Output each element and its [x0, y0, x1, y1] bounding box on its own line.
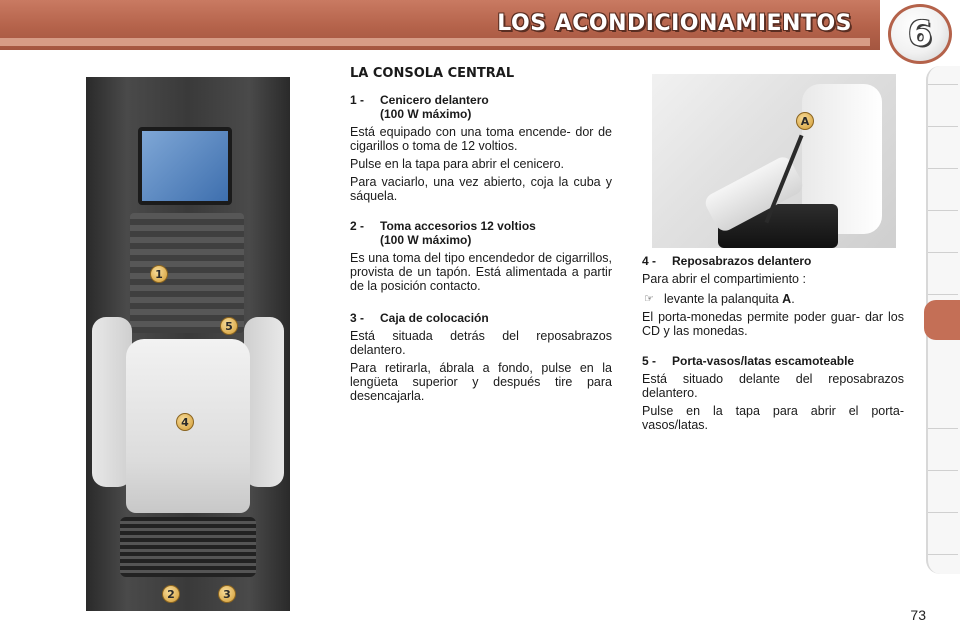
item-paragraph: Pulse en la tapa para abrir el cenicero.: [350, 157, 565, 171]
item-number: 1 -: [350, 93, 365, 107]
callout-1: 1: [150, 265, 168, 283]
tab-divider: [928, 554, 958, 555]
callout-a: A: [796, 112, 814, 130]
callout-5: 5: [220, 317, 238, 335]
chapter-title: LOS ACONDICIONAMIENTOS: [497, 11, 852, 36]
chapter-number-badge: 6: [888, 4, 952, 64]
item-paragraph: Está equipado con una toma encende- dor de cigarillos o toma de 12 voltios.: [350, 125, 612, 153]
callout-4: 4: [176, 413, 194, 431]
item-paragraph: El porta-monedas permite poder guar- dar los CD y las monedas.: [642, 310, 904, 338]
item-heading: [642, 354, 904, 368]
item-paragraph: Es una toma del tipo encendedor de cigarrillos, provista de un tapón. Está alimentada a partir de la posición contacto.: [350, 251, 612, 293]
tab-divider: [928, 168, 958, 169]
text-column-right: [642, 254, 904, 432]
page-number: 73: [910, 607, 926, 623]
item-number: 4 -: [642, 254, 657, 268]
chapter-header: [0, 0, 960, 64]
tab-divider: [928, 126, 958, 127]
tab-divider: [928, 294, 958, 295]
chapter-tab-active[interactable]: [924, 300, 960, 340]
bullet-text-post: .: [791, 292, 795, 306]
item-title: Porta-vasos/latas escamoteable: [672, 354, 855, 368]
header-band-stripe: [0, 38, 870, 46]
tab-divider: [928, 470, 958, 471]
item-paragraph: Para abrir el compartimiento :: [642, 272, 806, 286]
item-heading: [350, 311, 612, 325]
tab-divider: [928, 84, 958, 85]
item-title: Reposabrazos delantero: [672, 254, 812, 268]
item-number: 2 -: [350, 219, 365, 233]
tab-divider: [928, 252, 958, 253]
item-subtitle: (100 W máximo): [380, 233, 472, 247]
item-title: Cenicero delantero: [380, 93, 489, 107]
tab-divider: [928, 512, 958, 513]
bullet-text-bold: A: [782, 292, 792, 306]
right-seat: [244, 317, 284, 487]
tab-divider: [928, 428, 958, 429]
callout-3: 3: [218, 585, 236, 603]
text-column-middle: [350, 66, 612, 403]
item-paragraph: Pulse en la tapa para abrir el porta- vasos/latas.: [642, 404, 904, 432]
bullet-text: [664, 292, 795, 306]
console-display-screen: [138, 127, 232, 205]
bullet-text-pre: levante la palanquita: [664, 292, 783, 306]
item-number: 3 -: [350, 311, 365, 325]
item-paragraph: Para retirarla, ábrala a fondo, pulse en la lengüeta superior y después tire para desencajarla.: [350, 361, 612, 403]
item-title: Caja de colocación: [380, 311, 489, 325]
pointing-hand-icon: ☞: [644, 293, 654, 305]
console-control-panel: [130, 213, 244, 333]
callout-2: 2: [162, 585, 180, 603]
item-heading: [350, 93, 612, 107]
item-number: 5 -: [642, 354, 657, 368]
item-heading: [642, 254, 904, 268]
tab-divider: [928, 210, 958, 211]
rear-air-vents: [120, 517, 256, 577]
item-title: Toma accesorios 12 voltios: [380, 219, 536, 233]
item-subtitle: (100 W máximo): [380, 107, 472, 121]
item-paragraph: Está situado delante del reposabrazos delantero.: [642, 372, 904, 400]
item-paragraph: Para vaciarlo, una vez abierto, coja la cuba y sáquela.: [350, 175, 612, 203]
item-heading: [350, 219, 612, 233]
instruction-bullet: [642, 292, 904, 306]
armrest-open-photo: [652, 74, 896, 248]
section-title: LA CONSOLA CENTRAL: [350, 66, 515, 81]
item-paragraph: Está situada detrás del reposabrazos delantero.: [350, 329, 612, 357]
center-console-photo: [86, 77, 290, 611]
